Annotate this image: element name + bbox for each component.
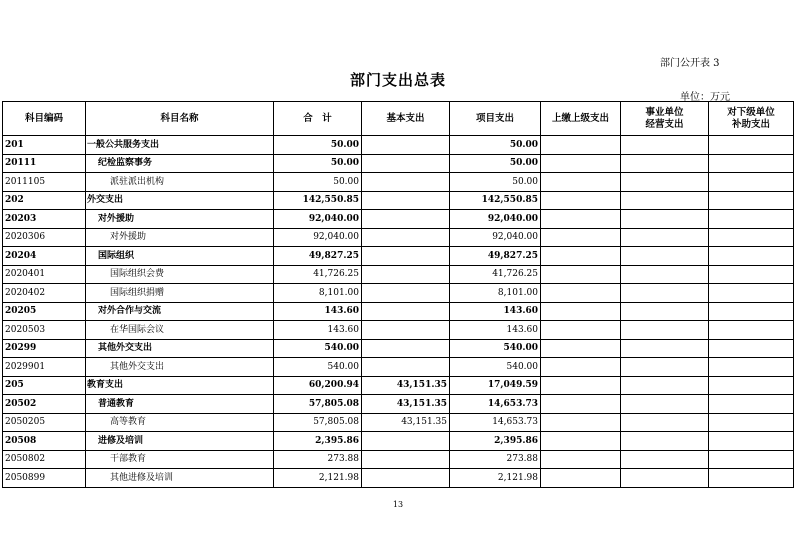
cell-business <box>621 265 709 284</box>
cell-subsidy <box>709 191 794 210</box>
table-row <box>3 228 794 247</box>
cell-total: 57,805.08 <box>274 395 362 414</box>
cell-project: 17,049.59 <box>450 376 541 395</box>
cell-code: 205 <box>3 376 86 395</box>
cell-code: 2020402 <box>3 284 86 303</box>
cell-total: 41,726.25 <box>274 265 362 284</box>
table-row <box>3 302 794 321</box>
cell-project: 14,653.73 <box>450 413 541 432</box>
cell-name: 其他外交支出 <box>86 358 274 377</box>
header-upper: 上缴上级支出 <box>541 102 621 136</box>
cell-name: 国际组织捐赠 <box>86 284 274 303</box>
header-row <box>3 102 794 136</box>
cell-basic <box>362 432 450 451</box>
cell-total: 2,121.98 <box>274 469 362 488</box>
cell-code: 2050802 <box>3 450 86 469</box>
unit-label: 单位：万元 <box>680 92 730 103</box>
cell-business <box>621 376 709 395</box>
cell-name: 外交支出 <box>86 191 274 210</box>
cell-basic <box>362 154 450 173</box>
cell-subsidy <box>709 173 794 192</box>
cell-total: 2,395.86 <box>274 432 362 451</box>
table-row <box>3 210 794 229</box>
cell-name: 一般公共服务支出 <box>86 136 274 155</box>
table-row <box>3 376 794 395</box>
cell-code: 201 <box>3 136 86 155</box>
cell-total: 540.00 <box>274 358 362 377</box>
cell-basic: 43,151.35 <box>362 376 450 395</box>
cell-project: 2,121.98 <box>450 469 541 488</box>
cell-code: 2020401 <box>3 265 86 284</box>
cell-subsidy <box>709 339 794 358</box>
cell-subsidy <box>709 469 794 488</box>
table-row <box>3 413 794 432</box>
cell-project: 50.00 <box>450 173 541 192</box>
table-row <box>3 191 794 210</box>
cell-business <box>621 247 709 266</box>
cell-project: 540.00 <box>450 339 541 358</box>
cell-basic <box>362 358 450 377</box>
cell-name: 其他外交支出 <box>86 339 274 358</box>
cell-business <box>621 469 709 488</box>
cell-subsidy <box>709 302 794 321</box>
cell-subsidy <box>709 247 794 266</box>
cell-project: 143.60 <box>450 321 541 340</box>
cell-total: 49,827.25 <box>274 247 362 266</box>
table-row <box>3 358 794 377</box>
table-row <box>3 173 794 192</box>
cell-subsidy <box>709 413 794 432</box>
cell-total: 8,101.00 <box>274 284 362 303</box>
cell-basic: 43,151.35 <box>362 395 450 414</box>
cell-business <box>621 210 709 229</box>
cell-subsidy <box>709 154 794 173</box>
cell-code: 2050205 <box>3 413 86 432</box>
cell-basic <box>362 469 450 488</box>
table-row <box>3 265 794 284</box>
cell-basic <box>362 302 450 321</box>
cell-code: 20299 <box>3 339 86 358</box>
cell-basic <box>362 339 450 358</box>
cell-business <box>621 136 709 155</box>
cell-total: 540.00 <box>274 339 362 358</box>
cell-code: 20508 <box>3 432 86 451</box>
cell-name: 在华国际会议 <box>86 321 274 340</box>
cell-total: 143.60 <box>274 302 362 321</box>
page-number: 13 <box>392 500 404 509</box>
cell-business <box>621 413 709 432</box>
cell-subsidy <box>709 136 794 155</box>
form-number: 部门公开表 3 <box>660 58 720 69</box>
cell-name: 对外合作与交流 <box>86 302 274 321</box>
cell-business <box>621 432 709 451</box>
table-row <box>3 432 794 451</box>
cell-basic <box>362 228 450 247</box>
table-row <box>3 395 794 414</box>
cell-name: 国际组织会费 <box>86 265 274 284</box>
cell-subsidy <box>709 358 794 377</box>
cell-subsidy <box>709 376 794 395</box>
cell-total: 50.00 <box>274 173 362 192</box>
cell-basic <box>362 450 450 469</box>
cell-code: 2020306 <box>3 228 86 247</box>
cell-name: 进修及培训 <box>86 432 274 451</box>
cell-basic <box>362 173 450 192</box>
table-row <box>3 321 794 340</box>
cell-basic <box>362 284 450 303</box>
table-row <box>3 284 794 303</box>
cell-code: 20111 <box>3 154 86 173</box>
cell-business <box>621 358 709 377</box>
cell-upper <box>541 395 621 414</box>
table-body <box>3 136 794 488</box>
cell-code: 2050899 <box>3 469 86 488</box>
cell-project: 273.88 <box>450 450 541 469</box>
cell-project: 8,101.00 <box>450 284 541 303</box>
cell-name: 干部教育 <box>86 450 274 469</box>
table-row <box>3 154 794 173</box>
table-row <box>3 339 794 358</box>
cell-name: 纪检监察事务 <box>86 154 274 173</box>
cell-basic <box>362 321 450 340</box>
cell-upper <box>541 302 621 321</box>
cell-code: 20204 <box>3 247 86 266</box>
page-title: 部门支出总表 <box>349 71 446 89</box>
cell-upper <box>541 265 621 284</box>
header-subsidy: 对下级单位 补助支出 <box>709 102 794 136</box>
cell-upper <box>541 284 621 303</box>
cell-subsidy <box>709 432 794 451</box>
cell-code: 2029901 <box>3 358 86 377</box>
cell-name: 对外援助 <box>86 228 274 247</box>
cell-business <box>621 191 709 210</box>
cell-project: 2,395.86 <box>450 432 541 451</box>
cell-code: 2011105 <box>3 173 86 192</box>
cell-business <box>621 321 709 340</box>
cell-upper <box>541 376 621 395</box>
cell-subsidy <box>709 321 794 340</box>
cell-basic <box>362 191 450 210</box>
cell-subsidy <box>709 265 794 284</box>
cell-subsidy <box>709 395 794 414</box>
table-row <box>3 469 794 488</box>
expenditure-table <box>2 101 794 488</box>
cell-project: 92,040.00 <box>450 210 541 229</box>
cell-name: 教育支出 <box>86 376 274 395</box>
cell-basic <box>362 247 450 266</box>
cell-business <box>621 450 709 469</box>
cell-project: 49,827.25 <box>450 247 541 266</box>
cell-total: 50.00 <box>274 154 362 173</box>
cell-business <box>621 228 709 247</box>
cell-project: 92,040.00 <box>450 228 541 247</box>
cell-basic: 43,151.35 <box>362 413 450 432</box>
header-total: 合 计 <box>274 102 362 136</box>
cell-name: 普通教育 <box>86 395 274 414</box>
cell-business <box>621 339 709 358</box>
cell-upper <box>541 154 621 173</box>
cell-business <box>621 302 709 321</box>
cell-upper <box>541 339 621 358</box>
cell-total: 60,200.94 <box>274 376 362 395</box>
cell-business <box>621 284 709 303</box>
cell-project: 50.00 <box>450 136 541 155</box>
cell-business <box>621 154 709 173</box>
cell-total: 57,805.08 <box>274 413 362 432</box>
cell-business <box>621 173 709 192</box>
cell-total: 92,040.00 <box>274 228 362 247</box>
cell-upper <box>541 432 621 451</box>
cell-upper <box>541 469 621 488</box>
cell-code: 20205 <box>3 302 86 321</box>
cell-subsidy <box>709 210 794 229</box>
header-project: 项目支出 <box>450 102 541 136</box>
cell-code: 20502 <box>3 395 86 414</box>
cell-project: 540.00 <box>450 358 541 377</box>
cell-subsidy <box>709 228 794 247</box>
cell-project: 142,550.85 <box>450 191 541 210</box>
cell-upper <box>541 247 621 266</box>
cell-total: 142,550.85 <box>274 191 362 210</box>
cell-subsidy <box>709 284 794 303</box>
cell-upper <box>541 210 621 229</box>
header-name: 科目名称 <box>86 102 274 136</box>
cell-upper <box>541 173 621 192</box>
cell-code: 20203 <box>3 210 86 229</box>
cell-upper <box>541 321 621 340</box>
cell-upper <box>541 191 621 210</box>
cell-upper <box>541 228 621 247</box>
cell-upper <box>541 450 621 469</box>
cell-total: 50.00 <box>274 136 362 155</box>
cell-code: 202 <box>3 191 86 210</box>
cell-name: 其他进修及培训 <box>86 469 274 488</box>
cell-basic <box>362 265 450 284</box>
cell-name: 高等教育 <box>86 413 274 432</box>
cell-subsidy <box>709 450 794 469</box>
cell-name: 对外援助 <box>86 210 274 229</box>
cell-name: 派驻派出机构 <box>86 173 274 192</box>
cell-upper <box>541 413 621 432</box>
cell-upper <box>541 136 621 155</box>
table-row <box>3 450 794 469</box>
cell-basic <box>362 136 450 155</box>
header-basic: 基本支出 <box>362 102 450 136</box>
cell-project: 143.60 <box>450 302 541 321</box>
header-business: 事业单位 经营支出 <box>621 102 709 136</box>
cell-total: 143.60 <box>274 321 362 340</box>
header-code: 科目编码 <box>3 102 86 136</box>
table-row <box>3 136 794 155</box>
cell-upper <box>541 358 621 377</box>
cell-total: 92,040.00 <box>274 210 362 229</box>
cell-basic <box>362 210 450 229</box>
cell-project: 14,653.73 <box>450 395 541 414</box>
cell-project: 50.00 <box>450 154 541 173</box>
cell-name: 国际组织 <box>86 247 274 266</box>
cell-total: 273.88 <box>274 450 362 469</box>
cell-code: 2020503 <box>3 321 86 340</box>
cell-project: 41,726.25 <box>450 265 541 284</box>
table-row <box>3 247 794 266</box>
cell-business <box>621 395 709 414</box>
